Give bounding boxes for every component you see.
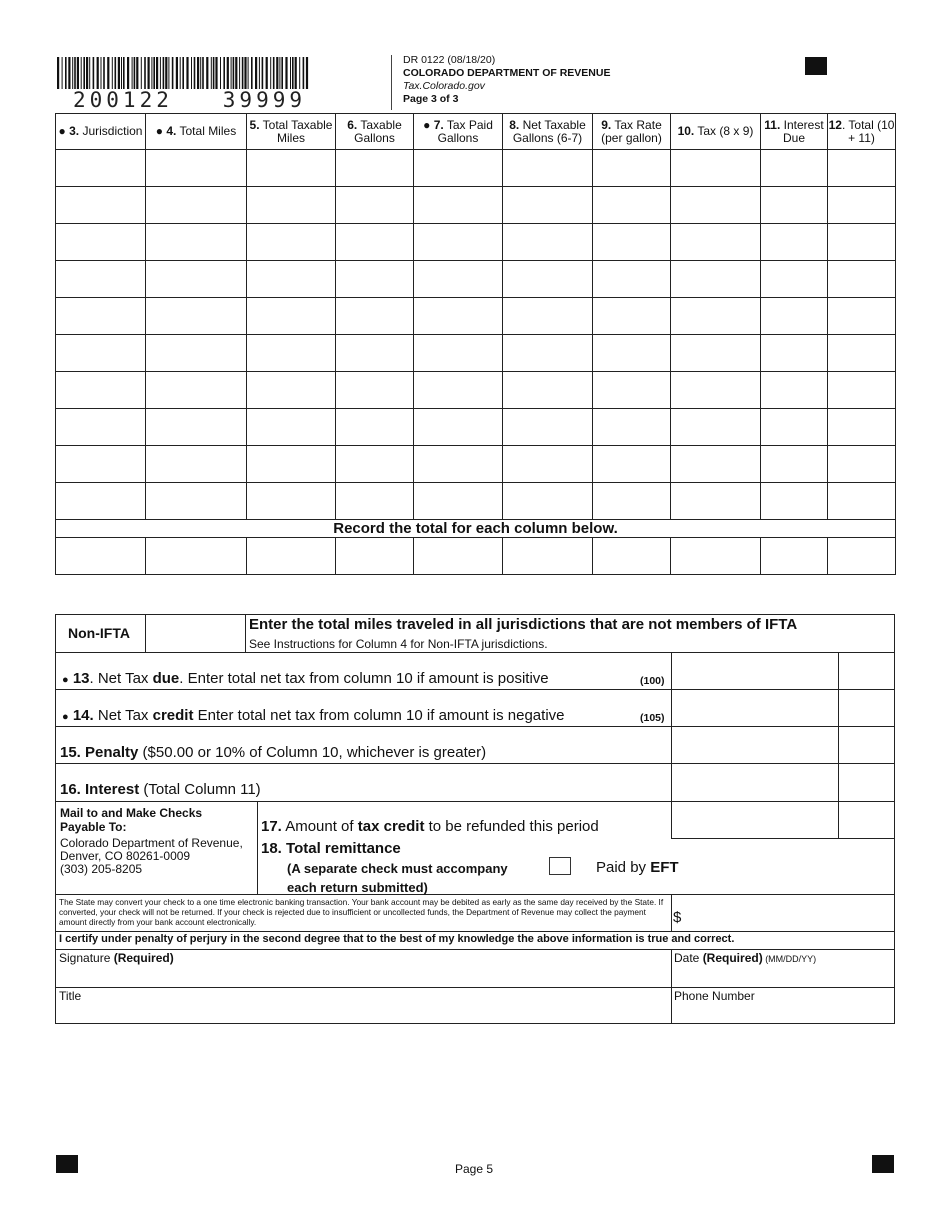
barcode-bar <box>266 57 268 89</box>
table-cell[interactable] <box>56 224 146 261</box>
barcode-bar <box>231 57 232 89</box>
table-cell[interactable] <box>503 224 593 261</box>
table-cell[interactable] <box>336 409 414 446</box>
barcode-bar <box>180 57 181 89</box>
table-cell[interactable] <box>336 261 414 298</box>
table-cell[interactable] <box>336 538 414 575</box>
department-name: COLORADO DEPARTMENT OF REVENUE <box>403 67 611 79</box>
table-cell[interactable] <box>503 538 593 575</box>
barcode-bar <box>165 57 167 89</box>
table-row <box>56 372 896 409</box>
table-cell[interactable] <box>503 261 593 298</box>
barcode-bar <box>191 57 192 89</box>
barcode-bar <box>248 57 249 89</box>
barcode-bar <box>72 57 73 89</box>
table-cell[interactable] <box>503 298 593 335</box>
barcode-bar <box>200 57 201 89</box>
table-cell[interactable] <box>761 224 828 261</box>
table-cell[interactable] <box>146 298 247 335</box>
table-cell[interactable] <box>336 298 414 335</box>
barcode-bar <box>136 57 138 89</box>
table-cell[interactable] <box>414 150 503 187</box>
table-cell[interactable] <box>414 446 503 483</box>
table-cell[interactable] <box>593 224 671 261</box>
date-field[interactable] <box>673 965 893 986</box>
barcode-bar <box>211 57 212 89</box>
barcode-bar <box>172 57 174 89</box>
non-ifta-note: See Instructions for Column 4 for Non-IFTA jurisdictions. <box>249 637 548 651</box>
barcode-bar <box>213 57 215 89</box>
barcode-bar <box>244 57 246 89</box>
line-13-code: (100) <box>640 675 665 687</box>
table-cell[interactable] <box>56 446 146 483</box>
table-cell[interactable] <box>336 224 414 261</box>
table-cell[interactable] <box>828 187 896 224</box>
barcode-bar <box>239 57 240 89</box>
table-cell[interactable] <box>671 187 761 224</box>
table-row <box>56 446 896 483</box>
table-cell[interactable] <box>336 335 414 372</box>
table-cell[interactable] <box>146 372 247 409</box>
table-cell[interactable] <box>247 150 336 187</box>
column-header-9: 9. Tax Rate (per gallon) <box>593 114 671 150</box>
column-header-10: 10. Tax (8 x 9) <box>671 114 761 150</box>
table-cell[interactable] <box>828 538 896 575</box>
barcode-bar <box>127 57 129 89</box>
table-cell[interactable] <box>503 187 593 224</box>
barcode-bar <box>57 57 59 89</box>
line-15-label: 15. Penalty ($50.00 or 10% of Column 10, whichever is greater) <box>60 744 487 761</box>
table-cell[interactable] <box>56 538 146 575</box>
line-18-title: 18. Total remittance <box>261 840 401 857</box>
barcode-bar <box>144 57 146 89</box>
column-header-5: 5. Total Taxable Miles <box>247 114 336 150</box>
table-cell[interactable] <box>503 372 593 409</box>
title-label: Title <box>59 989 82 1003</box>
table-cell[interactable] <box>56 261 146 298</box>
barcode-bar <box>259 57 260 89</box>
table-header-row <box>56 114 896 150</box>
barcode-bar <box>151 57 152 89</box>
table-cell[interactable] <box>761 187 828 224</box>
table-cell[interactable] <box>146 446 247 483</box>
barcode-bar <box>206 57 208 89</box>
table-cell[interactable] <box>671 150 761 187</box>
barcode-bar <box>176 57 178 89</box>
table-cell[interactable] <box>828 409 896 446</box>
barcode-bar <box>134 57 136 89</box>
table-cell[interactable] <box>247 446 336 483</box>
column-header-11: 11. Interest Due <box>761 114 828 150</box>
column-header-3: ● 3. Jurisdiction <box>56 114 146 150</box>
table-cell[interactable] <box>761 538 828 575</box>
table-cell[interactable] <box>593 298 671 335</box>
table-cell[interactable] <box>503 335 593 372</box>
barcode-bar <box>101 57 102 89</box>
table-cell[interactable] <box>593 187 671 224</box>
registration-mark-bottom-left <box>56 1155 78 1173</box>
table-cell[interactable] <box>761 409 828 446</box>
mail-address: Colorado Department of Revenue, Denver, CO 80261-0009 (303) 205-8205 <box>60 836 243 876</box>
table-row <box>56 335 896 372</box>
table-cell[interactable] <box>56 187 146 224</box>
table-cell[interactable] <box>503 150 593 187</box>
table-cell[interactable] <box>247 372 336 409</box>
table-cell[interactable] <box>336 483 414 520</box>
table-cell[interactable] <box>761 298 828 335</box>
signature-label: Signature (Required) <box>59 951 174 965</box>
line-13-label: ● 13. Net Tax due. Enter total net tax from column 10 if amount is positive <box>62 670 549 687</box>
table-cell[interactable] <box>336 446 414 483</box>
table-cell[interactable] <box>56 483 146 520</box>
table-cell[interactable] <box>671 538 761 575</box>
table-cell[interactable] <box>414 483 503 520</box>
barcode-bar <box>220 57 221 89</box>
column-header-8: 8. Net Taxable Gallons (6-7) <box>503 114 593 150</box>
barcode-bar <box>270 57 271 89</box>
table-cell[interactable] <box>414 538 503 575</box>
barcode-bar <box>295 57 297 89</box>
table-cell[interactable] <box>671 224 761 261</box>
table-cell[interactable] <box>56 298 146 335</box>
barcode-bar <box>115 57 117 89</box>
phone-field[interactable] <box>673 1003 893 1023</box>
table-cell[interactable] <box>247 409 336 446</box>
table-cell[interactable] <box>828 224 896 261</box>
table-cell[interactable] <box>671 298 761 335</box>
non-ifta-miles-field[interactable] <box>147 616 244 651</box>
barcode-bar <box>262 57 264 89</box>
barcode-bar <box>163 57 165 89</box>
barcode-bar <box>299 57 300 89</box>
barcode-bar <box>227 57 229 89</box>
barcode-bar <box>112 57 113 89</box>
barcode-bar <box>215 57 217 89</box>
table-row <box>56 409 896 446</box>
barcode-number: 200122 39999 <box>73 88 307 112</box>
table-cell[interactable] <box>828 372 896 409</box>
barcode-bar <box>292 57 294 89</box>
table-cell[interactable] <box>414 187 503 224</box>
form-id: DR 0122 (08/18/20) <box>403 54 496 66</box>
table-cell[interactable] <box>146 224 247 261</box>
table-row <box>56 187 896 224</box>
table-cell[interactable] <box>761 261 828 298</box>
barcode-bar <box>132 57 133 89</box>
form-header <box>403 54 610 106</box>
table-cell[interactable] <box>414 261 503 298</box>
table-cell[interactable] <box>828 298 896 335</box>
line-16-amount-field[interactable] <box>673 764 837 800</box>
table-cell[interactable] <box>56 372 146 409</box>
line-18-note-2: each return submitted) <box>287 880 428 895</box>
paid-by-eft-label: Paid by EFT <box>596 859 679 876</box>
table-cell[interactable] <box>56 150 146 187</box>
table-cell[interactable] <box>146 261 247 298</box>
page-number: Page 5 <box>455 1162 494 1176</box>
dollar-sign: $ <box>673 909 682 926</box>
barcode-bar <box>121 57 122 89</box>
barcode-bar <box>62 57 63 89</box>
registration-mark-bottom-right <box>872 1155 894 1173</box>
barcode-bar <box>285 57 287 89</box>
barcode-bar <box>83 57 85 89</box>
website: Tax.Colorado.gov <box>403 80 485 92</box>
table-cell[interactable] <box>671 409 761 446</box>
barcode-bar <box>168 57 169 89</box>
barcode-bar <box>242 57 244 89</box>
barcode-bar <box>160 57 161 89</box>
certification-statement: I certify under penalty of perjury in the second degree that to the best of my knowledge the above information is true and correct. <box>59 933 735 945</box>
barcode-bar <box>77 57 79 89</box>
table-cell[interactable] <box>671 446 761 483</box>
table-cell[interactable] <box>761 372 828 409</box>
barcode-bar <box>273 57 275 89</box>
barcode-bar <box>89 57 90 89</box>
barcode-bar <box>233 57 235 89</box>
non-ifta-label: Non-IFTA <box>68 625 130 641</box>
table-cell[interactable] <box>593 446 671 483</box>
line-14-code: (105) <box>640 712 665 724</box>
barcode-bar <box>235 57 237 89</box>
barcode-bar <box>255 57 257 89</box>
table-cell[interactable] <box>414 372 503 409</box>
barcode-bar <box>186 57 188 89</box>
totals-row <box>56 538 896 575</box>
table-cell[interactable] <box>828 483 896 520</box>
barcode-bar <box>118 57 120 89</box>
table-cell[interactable] <box>247 298 336 335</box>
column-header-4: ● 4. Total Miles <box>146 114 247 150</box>
registration-mark-top-right <box>805 57 827 75</box>
table-cell[interactable] <box>828 446 896 483</box>
barcode-bar <box>103 57 105 89</box>
barcode-bar <box>202 57 204 89</box>
table-cell[interactable] <box>593 372 671 409</box>
table-row <box>56 261 896 298</box>
table-row <box>56 483 896 520</box>
barcode-bar <box>68 57 70 89</box>
table-cell[interactable] <box>593 261 671 298</box>
barcode-bar <box>86 57 88 89</box>
table-row <box>56 150 896 187</box>
table-cell[interactable] <box>247 261 336 298</box>
barcode <box>57 57 309 89</box>
table-cell[interactable] <box>593 335 671 372</box>
summary-section <box>55 614 895 1024</box>
line-18-note-1: (A separate check must accompany <box>287 861 508 876</box>
line-13-amount-field[interactable] <box>673 653 837 688</box>
barcode-bar <box>279 57 280 89</box>
table-cell[interactable] <box>761 335 828 372</box>
table-cell[interactable] <box>671 261 761 298</box>
table-cell[interactable] <box>336 372 414 409</box>
table-cell[interactable] <box>247 538 336 575</box>
barcode-bar <box>74 57 76 89</box>
jurisdiction-table <box>55 113 896 575</box>
table-cell[interactable] <box>671 483 761 520</box>
barcode-bar <box>281 57 283 89</box>
barcode-bar <box>290 57 291 89</box>
table-cell[interactable] <box>503 409 593 446</box>
barcode-bar <box>93 57 95 89</box>
barcode-bar <box>182 57 184 89</box>
barcode-bar <box>223 57 225 89</box>
line-17-amount-field[interactable] <box>673 802 837 837</box>
line-17-label: 17. Amount of tax credit to be refunded this period <box>261 818 599 835</box>
barcode-bar <box>81 57 82 89</box>
record-total-row <box>56 520 896 538</box>
table-cell[interactable] <box>146 335 247 372</box>
phone-label: Phone Number <box>674 989 755 1003</box>
barcode-bar <box>107 57 109 89</box>
table-cell[interactable] <box>593 409 671 446</box>
table-cell[interactable] <box>414 298 503 335</box>
barcode-bar <box>123 57 125 89</box>
barcode-bar <box>194 57 196 89</box>
barcode-bar <box>97 57 99 89</box>
check-conversion-notice: The State may convert your check to a one time electronic banking transaction. Your bank account may be debited as early as the same day received by the State. If converted, your check will not be returned. If your check is rejected due to insufficient or uncollected funds, the Department of Revenue may collect the payment amount directly from your bank account electronically. <box>59 897 664 927</box>
table-cell[interactable] <box>414 409 503 446</box>
column-header-12: 12. Total (10 + 11) <box>828 114 896 150</box>
table-cell[interactable] <box>336 150 414 187</box>
table-cell[interactable] <box>414 335 503 372</box>
barcode-bar <box>197 57 199 89</box>
barcode-bar <box>276 57 278 89</box>
table-cell[interactable] <box>828 150 896 187</box>
table-cell[interactable] <box>671 372 761 409</box>
table-cell[interactable] <box>247 335 336 372</box>
table-cell[interactable] <box>414 224 503 261</box>
header-divider <box>391 55 392 110</box>
line-14-label: ● 14. Net Tax credit Enter total net tax from column 10 if amount is negative <box>62 707 565 724</box>
record-total-instruction: Record the total for each column below. <box>56 520 896 538</box>
table-cell[interactable] <box>593 483 671 520</box>
line-14-amount-field[interactable] <box>673 690 837 725</box>
table-cell[interactable] <box>247 483 336 520</box>
table-cell[interactable] <box>761 446 828 483</box>
table-cell[interactable] <box>828 261 896 298</box>
column-header-7: ● 7. Tax Paid Gallons <box>414 114 503 150</box>
line-16-label: 16. Interest (Total Column 11) <box>60 781 261 798</box>
signature-field[interactable] <box>57 965 669 986</box>
table-cell[interactable] <box>247 187 336 224</box>
barcode-bar <box>153 57 155 89</box>
page-of: Page 3 of 3 <box>403 93 459 105</box>
table-cell[interactable] <box>761 483 828 520</box>
table-cell[interactable] <box>247 224 336 261</box>
column-header-6: 6. Taxable Gallons <box>336 114 414 150</box>
title-field[interactable] <box>57 1003 669 1023</box>
table-cell[interactable] <box>56 335 146 372</box>
table-cell[interactable] <box>593 150 671 187</box>
barcode-bar <box>65 57 67 89</box>
total-remittance-field[interactable] <box>688 896 893 930</box>
table-cell[interactable] <box>503 446 593 483</box>
table-cell[interactable] <box>593 538 671 575</box>
non-ifta-instruction: Enter the total miles traveled in all jurisdictions that are not members of IFTA <box>249 616 798 633</box>
table-cell[interactable] <box>503 483 593 520</box>
table-cell[interactable] <box>56 409 146 446</box>
table-cell[interactable] <box>146 150 247 187</box>
barcode-bar <box>306 57 308 89</box>
table-cell[interactable] <box>336 187 414 224</box>
date-label: Date (Required) (MM/DD/YY) <box>674 951 817 965</box>
barcode-bar <box>141 57 142 89</box>
barcode-bar <box>251 57 253 89</box>
table-cell[interactable] <box>146 483 247 520</box>
table-cell[interactable] <box>146 187 247 224</box>
barcode-bar <box>303 57 305 89</box>
table-cell[interactable] <box>146 409 247 446</box>
table-cell[interactable] <box>761 150 828 187</box>
mail-to-title: Mail to and Make Checks Payable To: <box>60 806 203 834</box>
table-row <box>56 224 896 261</box>
line-15-amount-field[interactable] <box>673 727 837 762</box>
table-cell[interactable] <box>671 335 761 372</box>
paid-by-eft-checkbox[interactable] <box>549 857 571 875</box>
table-cell[interactable] <box>828 335 896 372</box>
barcode-bar <box>156 57 158 89</box>
barcode-bar <box>148 57 150 89</box>
table-row <box>56 298 896 335</box>
table-cell[interactable] <box>146 538 247 575</box>
